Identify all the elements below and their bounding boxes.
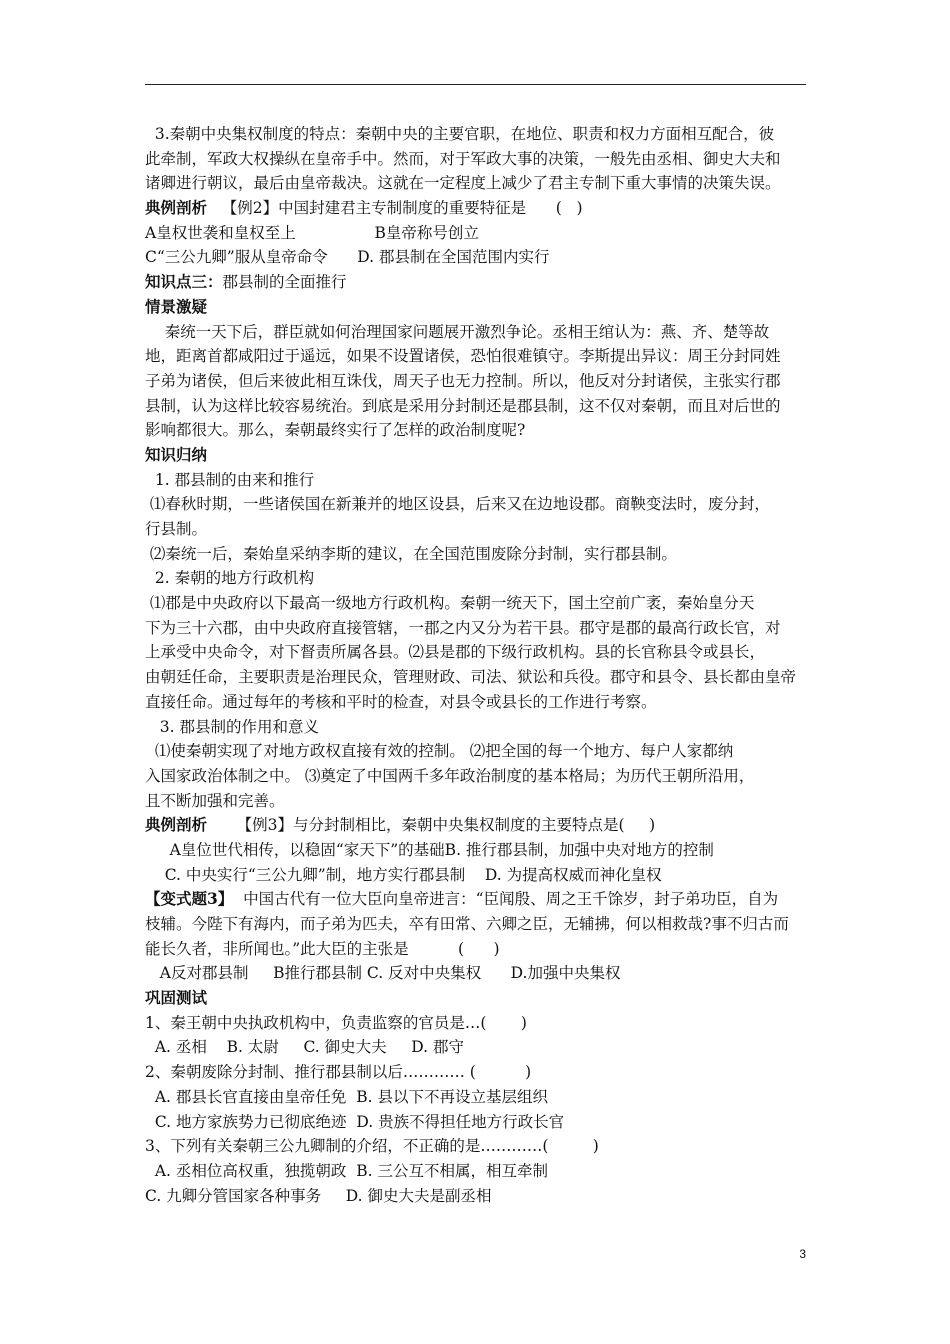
bold-heading: 典例剖析	[145, 815, 208, 835]
text-line: 此牵制，军政大权操纵在皇帝手中。然而，对于军政大事的决策，一般先由丞相、御史大夫和	[145, 149, 781, 168]
text-line: ⑴郡是中央政府以下最高一级地方行政机构。秦朝一统天下，国土空前广袤，秦始皇分天	[145, 594, 755, 613]
text-line: 子弟为诸侯，但后来彼此相互诛伐，周天子也无力控制。所以，他反对分封诸侯，主张实行郡	[145, 371, 781, 390]
text-line: C“三公九卿”服从皇帝命令 D. 郡县制在全国范围内实行	[145, 248, 550, 267]
text-line: 诸卿进行朝议，最后由皇帝裁决。这就在一定程度上减少了君主专制下重大事情的决策失误。	[145, 174, 781, 193]
bold-heading: 【变式题3】	[145, 889, 234, 909]
text-line: 直接任命。通过每年的考核和平时的检查，对县令或县长的工作进行考察。	[145, 692, 657, 711]
text-line: 下为三十六郡，由中央政府直接管辖，一郡之内又分为若干县。郡守是郡的最高行政长官，对	[145, 618, 781, 637]
text-line: A. 丞相位高权重，独揽朝政 B. 三公互不相属，相互牵制	[145, 1161, 549, 1180]
text-line: 秦统一天下后，群臣就如何治理国家问题展开激烈争论。丞相王绾认为：燕、齐、楚等故	[145, 322, 770, 341]
text-line	[145, 270, 820, 295]
text-line: C. 中央实行“三公九卿”制，地方实行郡县制 D. 为提高权威而神化皇权	[145, 865, 662, 884]
text-line: 3.秦朝中央集权制度的特点：秦朝中央的主要官职，在地位、职责和权力方面相互配合，彼	[145, 125, 775, 143]
text-line: A. 郡县长官直接由皇帝任免 B. 县以下不再设立基层组织	[145, 1087, 549, 1106]
text-line: A反对郡县制 B推行郡县制 C. 反对中央集权 D.加强中央集权	[145, 964, 621, 983]
text-line: 情景激疑	[145, 296, 208, 316]
text-line: 行县制。	[145, 520, 208, 538]
text-line: C. 地方家族势力已彻底绝迹 D. 贵族不得担任地方行政长官	[145, 1112, 565, 1131]
text-line: 且不断加强和完善。	[145, 791, 285, 810]
text-line	[145, 196, 820, 221]
text-line	[145, 813, 820, 838]
text-line: 2、秦朝废除分封制、推行郡县制以后………… ( )	[145, 1063, 532, 1082]
text-line: 上承受中央命令，对下督责所属各县。⑵县是郡的下级行政机构。县的长官称县令或县长，	[145, 643, 766, 662]
text-line	[145, 887, 820, 912]
text-line: C. 九卿分管国家各种事务 D. 御史大夫是副丞相	[145, 1186, 492, 1205]
text-line: 3、下列有关秦朝三公九卿制的介绍，不正确的是…………( )	[145, 1137, 599, 1156]
line-rest: 中国古代有一位大臣向皇帝进言：“臣闻殷、周之王千馀岁，封子弟功臣，自为	[233, 890, 779, 909]
page-number: 3	[799, 1247, 806, 1261]
line-rest: 【例2】中国封建君主专制制度的重要特征是 ( )	[207, 199, 583, 218]
bold-heading: 知识点三：	[145, 272, 223, 292]
text-line: 县制，认为这样比较容易统治。到底是采用分封制还是郡县制，这不仅对秦朝，而且对后世的	[145, 396, 781, 415]
page-body	[145, 122, 820, 1208]
bold-heading: 典例剖析	[145, 198, 208, 218]
text-line: 巩固测试	[145, 988, 208, 1008]
line-rest: 【例3】与分封制相比，秦朝中央集权制度的主要特点是( )	[207, 816, 656, 835]
text-line: 2. 秦朝的地方行政机构	[145, 569, 315, 588]
text-line: 入国家政治体制之中。 ⑶奠定了中国两千多年政治制度的基本格局；为历代王朝所沿用，	[145, 766, 755, 785]
text-line: ⑵秦统一后，秦始皇采纳李斯的建议，在全国范围废除分封制，实行郡县制。	[145, 544, 677, 563]
text-line: A皇位世代相传，以稳固“家天下”的基础B. 推行郡县制，加强中央对地方的控制	[145, 840, 714, 859]
text-line: 枝辅。今陛下有海内，而子弟为匹夫，卒有田常、六卿之臣，无辅拂，何以相救哉?事不归古而	[145, 915, 789, 933]
text-line: 1、秦王朝中央执政机构中，负责监察的官员是…( )	[145, 1013, 527, 1032]
text-line: A皇权世袭和皇权至上 B皇帝称号创立	[145, 223, 479, 242]
text-line: 地，距离首都咸阳过于遥远，如果不设置诸侯，恐怕很难镇守。李斯提出异议：周王分封同姓	[145, 347, 781, 366]
header-rule	[145, 84, 806, 85]
text-line: 能长久者，非所闻也。”此大臣的主张是 ( )	[145, 939, 500, 958]
text-line: ⑴春秋时期，一些诸侯国在新兼并的地区设县，后来又在边地设郡。商鞅变法时，废分封，	[145, 495, 770, 514]
text-line: ⑴使秦朝实现了对地方政权直接有效的控制。 ⑵把全国的每一个地方、每户人家都纳	[145, 742, 734, 761]
text-line: 影响都很大。那么，秦朝最终实行了怎样的政治制度呢?	[145, 421, 526, 440]
text-line: 知识归纳	[145, 444, 208, 464]
line-rest: 郡县制的全面推行	[222, 273, 347, 292]
text-line: 由朝廷任命，主要职责是治理民众，管理财政、司法、狱讼和兵役。郡守和县令、县长都由皇帝	[145, 668, 797, 687]
text-line: 3. 郡县制的作用和意义	[145, 717, 319, 736]
text-line: 1. 郡县制的由来和推行	[145, 470, 315, 489]
text-line: A. 丞相 B. 太尉 C. 御史大夫 D. 郡守	[145, 1038, 465, 1057]
